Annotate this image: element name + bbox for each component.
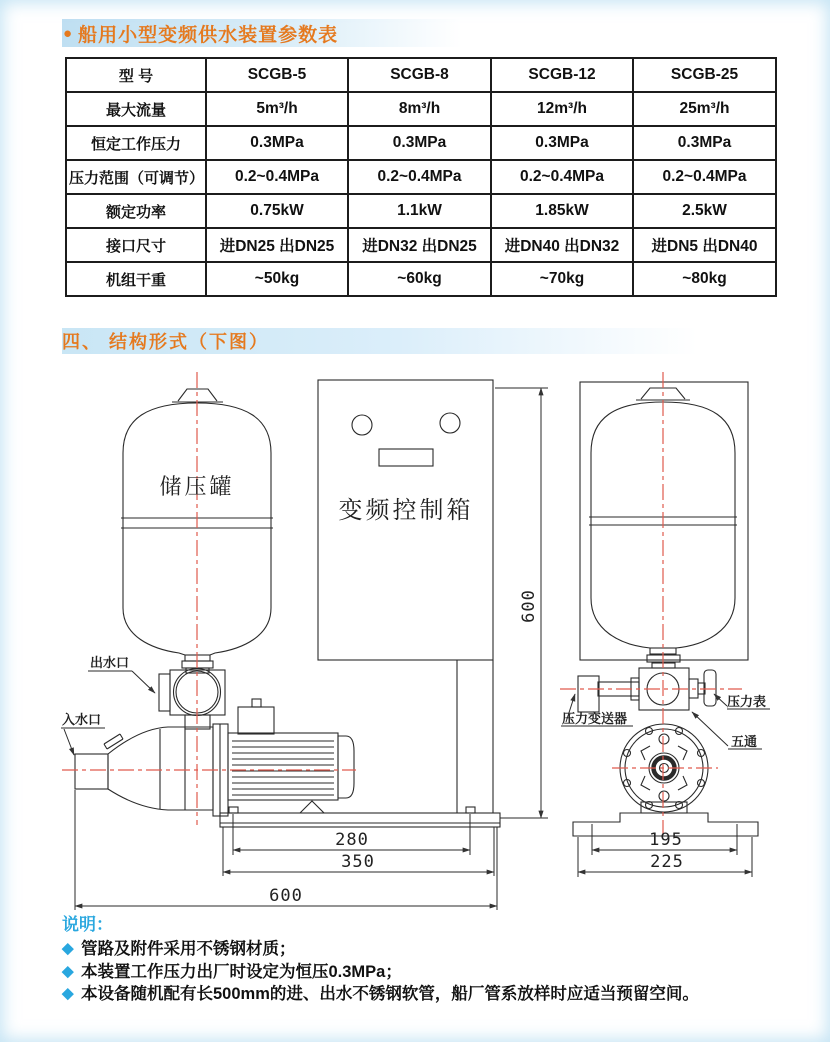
leader-labels: [61, 671, 770, 755]
table-cell: 0.2~0.4MPa: [491, 160, 633, 194]
dim-280: 280: [335, 830, 369, 850]
table-cell: 12m³/h: [491, 92, 633, 126]
five-way-label: 五通: [731, 734, 758, 749]
table-cell: ~80kg: [633, 262, 776, 296]
notes-list: [62, 938, 807, 1006]
indicator-lamp-icon: [352, 415, 372, 435]
five-way-fitting: [578, 668, 716, 712]
table-row-rated-power: [66, 194, 776, 228]
orange-dot-icon: ●: [63, 24, 74, 42]
inlet-label: 入水口: [62, 712, 102, 727]
table-cell: ~70kg: [491, 262, 633, 296]
note-text: 本装置工作压力出厂时设定为恒压0.3MPa；: [81, 962, 402, 981]
table-row-max-flow: [66, 92, 776, 126]
pressure-gauge-label: 压力表: [727, 694, 767, 709]
outlet-label: 出水口: [90, 655, 130, 670]
note-item: [62, 961, 807, 984]
table-cell: 2.5kW: [633, 194, 776, 228]
parameters-table: [65, 57, 777, 297]
table-header-scgb5: SCGB-5: [206, 58, 348, 92]
dim-600-vertical: 600: [519, 589, 539, 623]
table-cell: 进DN40 出DN32: [491, 228, 633, 262]
page-title: 船用小型变频供水装置参数表: [78, 24, 339, 46]
table-cell: 8m³/h: [348, 92, 491, 126]
table-cell: 0.75kW: [206, 194, 348, 228]
table-row-port-size: [66, 228, 776, 262]
table-cell: 进DN5 出DN40: [633, 228, 776, 262]
control-box: [318, 380, 493, 813]
section-heading-bar: [62, 328, 810, 354]
left-assembly: [75, 389, 500, 827]
dim-600-bottom: 600: [269, 886, 303, 906]
table-cell: 5m³/h: [206, 92, 348, 126]
table-row-dry-weight: [66, 262, 776, 296]
dim-350: 350: [341, 852, 375, 872]
notes-section: [62, 910, 807, 1006]
pressure-transmitter-label: 压力变送器: [562, 711, 628, 726]
table-header-scgb8: SCGB-8: [348, 58, 491, 92]
dim-225: 225: [650, 852, 684, 872]
table-cell: 0.2~0.4MPa: [348, 160, 491, 194]
table-cell: 0.2~0.4MPa: [206, 160, 348, 194]
row-label: 接口尺寸: [66, 228, 206, 262]
control-box-label: 变频控制箱: [338, 497, 474, 524]
structure-diagram: [0, 358, 830, 915]
note-item: [62, 938, 807, 961]
table-header-scgb25: SCGB-25: [633, 58, 776, 92]
table-header-scgb12: SCGB-12: [491, 58, 633, 92]
table-cell: 0.3MPa: [491, 126, 633, 160]
note-text: 本设备随机配有长500mm的进、出水不锈钢软管，船厂管系放样时应适当预留空间。: [81, 985, 699, 1003]
pressure-transmitter-body: [578, 676, 599, 712]
note-item: [62, 983, 807, 1006]
diamond-bullet-icon: ◆: [62, 962, 74, 980]
table-cell: ~60kg: [348, 262, 491, 296]
base-plate-left: [220, 807, 500, 827]
tank-frame: [580, 382, 748, 660]
structure-diagram-svg: [0, 358, 830, 915]
note-text: 管路及附件采用不锈钢材质；: [81, 940, 296, 958]
indicator-lamp-icon: [440, 413, 460, 433]
table-cell: 0.3MPa: [633, 126, 776, 160]
table-cell: 1.85kW: [491, 194, 633, 228]
row-label: 最大流量: [66, 92, 206, 126]
table-row-working-pressure: [66, 126, 776, 160]
table-cell: 0.3MPa: [206, 126, 348, 160]
row-label: 额定功率: [66, 194, 206, 228]
table-row-model: [66, 58, 776, 92]
section-heading: 四、 结构形式（下图）: [62, 332, 269, 352]
page-title-bar: [62, 19, 462, 47]
outlet-valve-block: [159, 669, 225, 730]
table-cell: 进DN25 出DN25: [206, 228, 348, 262]
pressure-gauge-body: [704, 670, 716, 706]
notes-heading: 说明：: [62, 915, 113, 934]
table-cell: 0.2~0.4MPa: [633, 160, 776, 194]
table-row-pressure-range: [66, 160, 776, 194]
table-cell: 25m³/h: [633, 92, 776, 126]
tank-label: 储压罐: [159, 474, 235, 499]
table-header-model: 型 号: [66, 58, 206, 92]
diamond-bullet-icon: ◆: [62, 940, 74, 957]
table-cell: 1.1kW: [348, 194, 491, 228]
motor: [228, 699, 354, 813]
right-assembly: [573, 382, 758, 836]
row-label: 机组干重: [66, 262, 206, 296]
table-cell: 进DN32 出DN25: [348, 228, 491, 262]
row-label: 恒定工作压力: [66, 126, 206, 160]
table-cell: 0.3MPa: [348, 126, 491, 160]
row-label: 压力范围（可调节）: [66, 160, 206, 194]
diamond-bullet-icon: ◆: [62, 985, 74, 1002]
dim-195: 195: [649, 830, 683, 850]
table-cell: ~50kg: [206, 262, 348, 296]
centerlines: [62, 372, 742, 834]
display-window: [379, 449, 433, 466]
